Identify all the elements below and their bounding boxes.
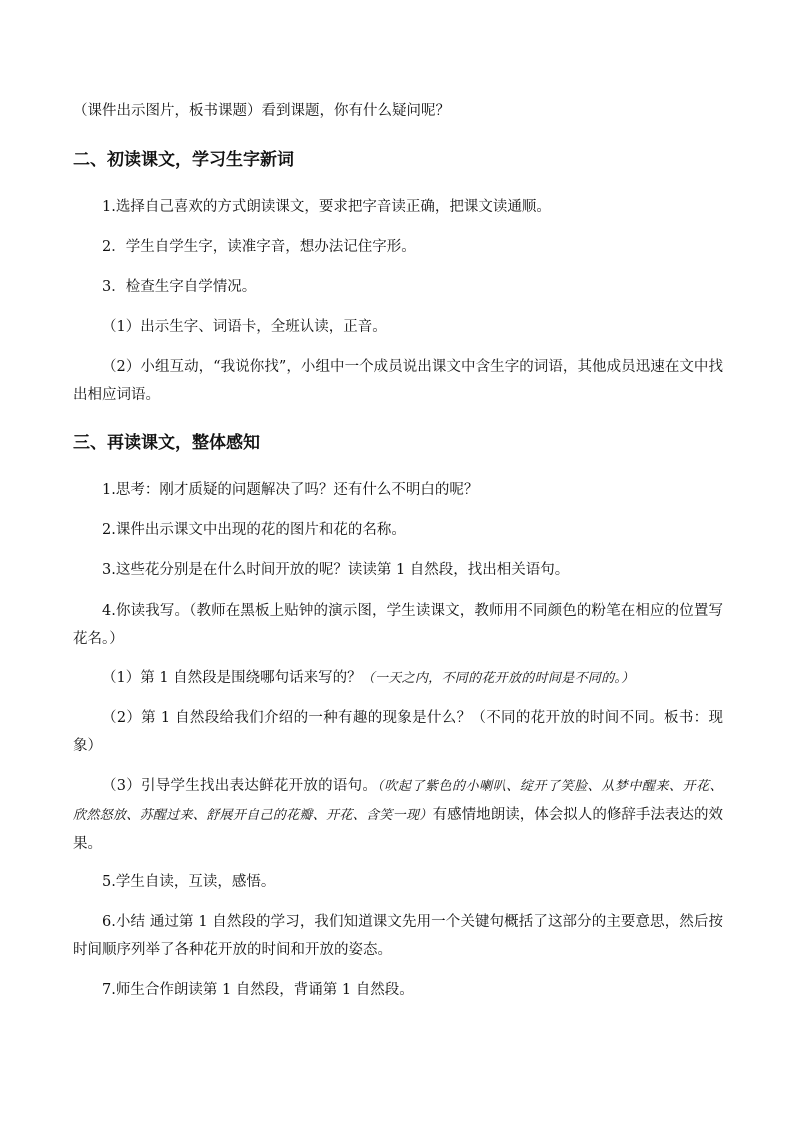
list-item: 7.师生合作朗读第 1 自然段，背诵第 1 自然段。 bbox=[102, 982, 414, 998]
list-item: （1）出示生字、词语卡，全班认读，正音。 bbox=[102, 319, 387, 335]
list-item: 5.学生自读，互读，感悟。 bbox=[102, 874, 276, 890]
question-1-text: （1）第 1 自然段是围绕哪句话来写的？ bbox=[102, 670, 362, 686]
question-1 bbox=[73, 664, 723, 693]
list-item: 6.小结 通过第 1 自然段的学习，我们知道课文先用一个关键句概括了这部分的主要意思，然后按时间顺序列举了各种花开放的时间和开放的姿态。 bbox=[73, 914, 723, 958]
list-item: 3.这些花分别是在什么时间开放的呢？读读第 1 自然段，找出相关语句。 bbox=[102, 562, 570, 578]
list-item: 2．学生自学生字，读准字音，想办法记住字形。 bbox=[102, 239, 416, 255]
question-1-answer: （一天之内，不同的花开放的时间是不同的。） bbox=[361, 671, 635, 686]
section-heading-3: 三、再读课文，整体感知 bbox=[73, 433, 260, 453]
section-heading-2: 二、初读课文，学习生字新词 bbox=[73, 150, 294, 170]
list-item: 2.课件出示课文中出现的花的图片和花的名称。 bbox=[102, 522, 406, 538]
question-3-text: （3）引导学生找出表达鲜花开放的语句。 bbox=[102, 778, 378, 794]
question-2: （2）第 1 自然段给我们介绍的一种有趣的现象是什么？（不同的花开放的时间不同。板书：现象） bbox=[73, 710, 723, 754]
question-3 bbox=[73, 772, 723, 858]
list-item: 4.你读我写。（教师在黑板上贴钟的演示图，学生读课文，教师用不同颜色的粉笔在相应的位置写花名。） bbox=[73, 603, 723, 647]
list-item: 3．检查生字自学情况。 bbox=[102, 279, 257, 295]
question-3-tail: 有感情地朗读，体会拟人的修辞手法表达的效果。 bbox=[73, 807, 723, 852]
list-item: 1.选择自己喜欢的方式朗读课文，要求把字音读正确，把课文读通顺。 bbox=[102, 199, 551, 215]
list-item: 1.思考：刚才质疑的问题解决了吗？还有什么不明白的呢？ bbox=[102, 482, 479, 498]
list-item: （2）小组互动，“我说你找”，小组中一个成员说出课文中含生字的词语，其他成员迅速在文中找出相应词语。 bbox=[73, 359, 723, 403]
intro-paragraph: （课件出示图片，板书课题）看到课题，你有什么疑问呢？ bbox=[73, 103, 450, 119]
question-3-answer: （吹起了紫色的小喇叭、绽开了笑脸、从梦中醒来、开花、欣然怒放、苏醒过来、舒展开自己的花瓣、开花、含笑一现） bbox=[73, 779, 723, 823]
